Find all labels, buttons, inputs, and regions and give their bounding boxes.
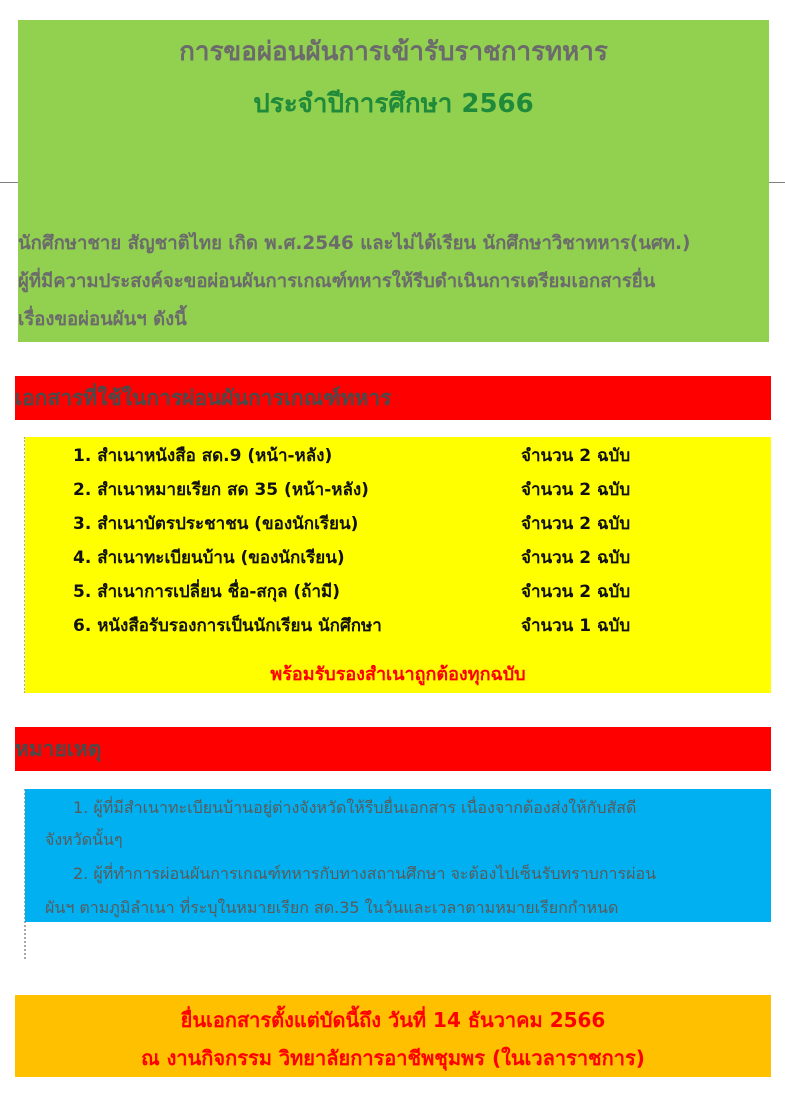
document-quantity: จำนวน 2 ฉบับ [521, 514, 631, 534]
page-title: การขอผ่อนผันการเข้ารับราชการทหาร [179, 37, 608, 67]
document-name: 4. สำเนาทะเบียนบ้าน (ของนักเรียน) [73, 548, 345, 568]
document-name: 6. หนังสือรับรองการเป็นนักเรียน นักศึกษา [73, 616, 382, 636]
document-quantity: จำนวน 2 ฉบับ [521, 446, 631, 466]
note-line: จังหวัดนั้นๆ [45, 830, 123, 849]
note-line: 1. ผู้ที่มีสำเนาทะเบียนบ้านอยู่ต่างจังหวัดให้รีบยื่นเอกสาร เนื่องจากต้องส่งให้กับสัสดี [73, 798, 637, 817]
intro-line: เรื่องขอผ่อนผันฯ ดังนี้ [18, 309, 187, 330]
notes-panel [25, 789, 771, 922]
intro-line: ผู้ที่มีความประสงค์จะขอผ่อนผันการเกณฑ์ทหารให้รีบดำเนินการเตรียมเอกสารยื่น [18, 271, 656, 292]
note-line: ผันฯ ตามภูมิลำเนา ที่ระบุในหมายเรียก สด.35 ในวันและเวลาตามหมายเรียกกำหนด [45, 898, 619, 917]
page-subtitle: ประจำปีการศึกษา 2566 [253, 89, 534, 119]
note-line: 2. ผู้ที่ทำการผ่อนผันการเกณฑ์ทหารกับทางสถานศึกษา จะต้องไปเซ็นรับทราบการผ่อน [73, 864, 657, 883]
certify-note: พร้อมรับรองสำเนาถูกต้องทุกฉบับ [270, 664, 526, 685]
document-item [73, 541, 733, 575]
document-name: 2. สำเนาหมายเรียก สด 35 (หน้า-หลัง) [73, 480, 369, 500]
document-quantity: จำนวน 1 ฉบับ [521, 616, 631, 636]
document-item [73, 473, 733, 507]
document-item [73, 507, 733, 541]
submission-footer [15, 995, 771, 1077]
document-item [73, 575, 733, 609]
notes-heading: หมายเหตุ [15, 727, 771, 771]
documents-heading: เอกสารที่ใช้ในการผ่อนผันการเกณฑ์ทหาร [15, 376, 771, 420]
document-item [73, 609, 733, 643]
document-item [73, 439, 733, 473]
document-name: 5. สำเนาการเปลี่ยน ชื่อ-สกุล (ถ้ามี) [73, 582, 340, 602]
submission-location: ณ งานกิจกรรม วิทยาลัยการอาชีพชุมพร (ในเวลาราชการ) [141, 1046, 645, 1070]
document-quantity: จำนวน 2 ฉบับ [521, 582, 631, 602]
document-name: 3. สำเนาบัตรประชาชน (ของนักเรียน) [73, 514, 359, 534]
document-quantity: จำนวน 2 ฉบับ [521, 548, 631, 568]
document-name: 1. สำเนาหนังสือ สด.9 (หน้า-หลัง) [73, 446, 333, 466]
intro-paragraph [18, 225, 769, 339]
submission-deadline: ยื่นเอกสารตั้งแต่บัดนี้ถึง วันที่ 14 ธันวาคม 2566 [180, 1008, 606, 1032]
documents-panel [25, 437, 771, 693]
header-panel [18, 20, 769, 342]
intro-line: นักศึกษาชาย สัญชาติไทย เกิด พ.ศ.2546 และไม่ได้เรียน นักศึกษาวิชาทหาร(นศท.) [18, 233, 691, 254]
document-quantity: จำนวน 2 ฉบับ [521, 480, 631, 500]
